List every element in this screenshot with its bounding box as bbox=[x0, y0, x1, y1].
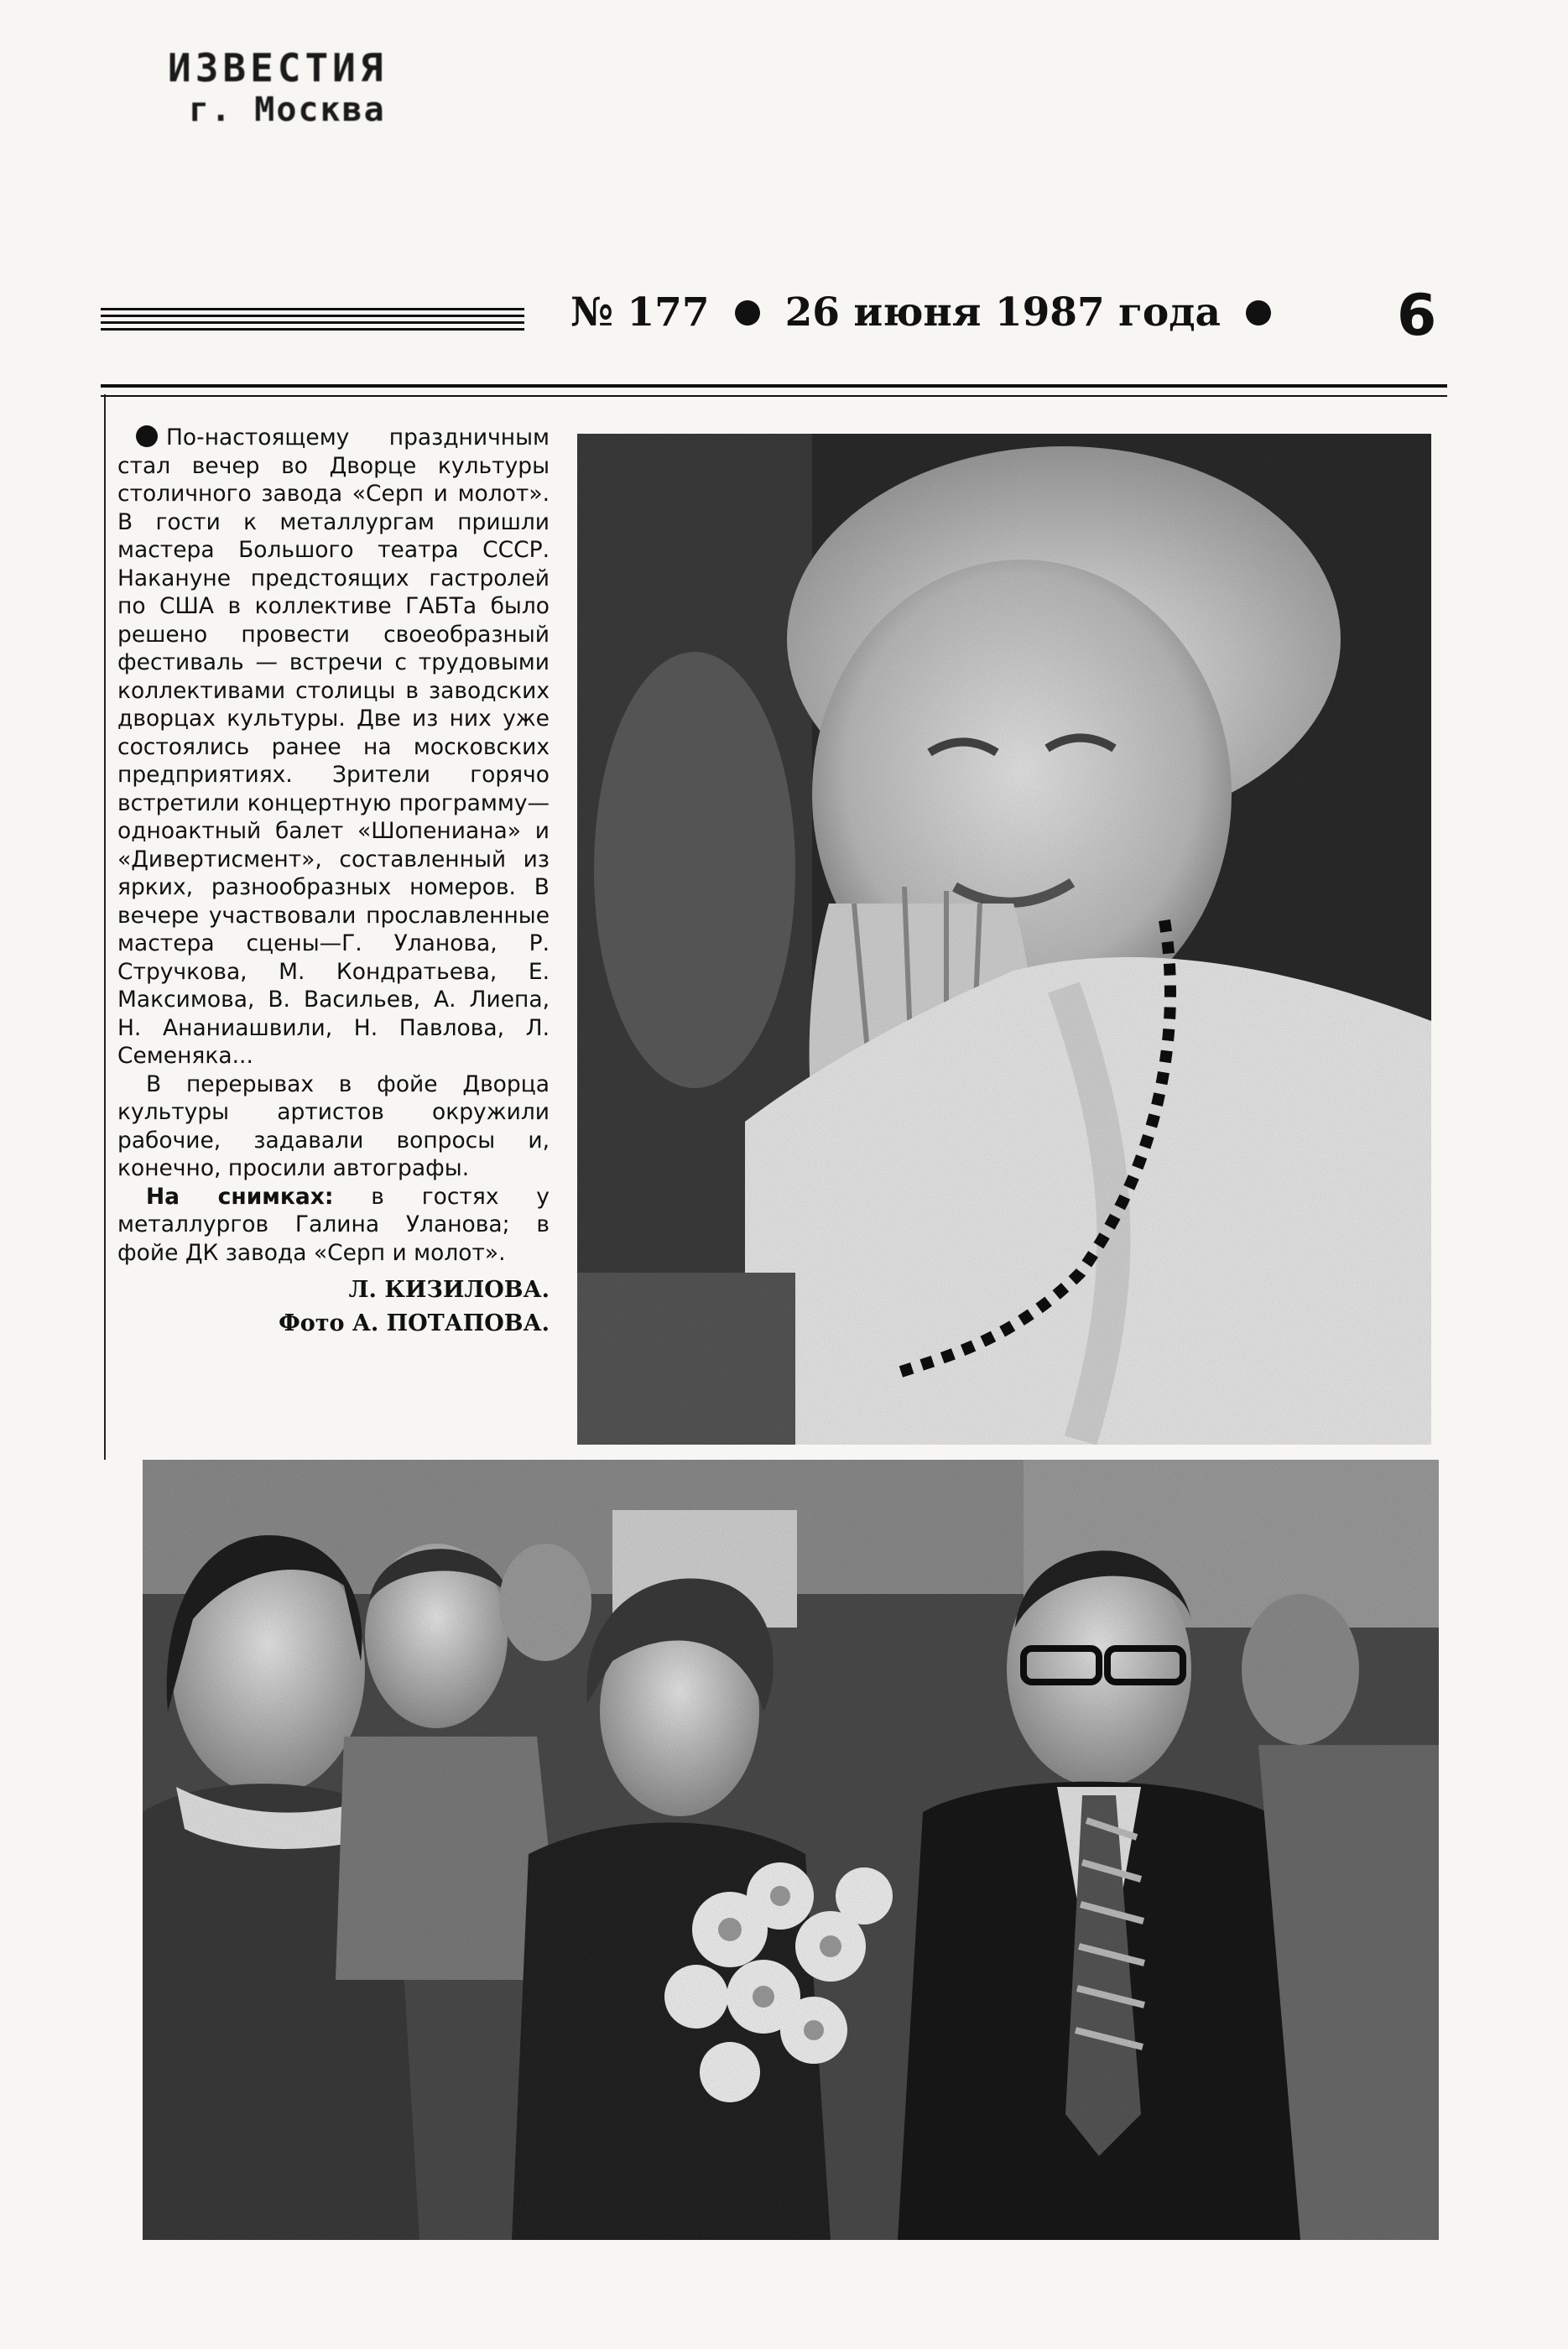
page-number: 6 bbox=[1397, 283, 1437, 349]
article-column bbox=[117, 424, 550, 1341]
stamp-city: г. Москва bbox=[189, 90, 386, 129]
issue-number: № 177 bbox=[570, 289, 710, 336]
hatched-rule bbox=[101, 308, 524, 333]
photo-captions bbox=[117, 1183, 550, 1268]
lead-paragraph-text: По-настоящему праздничным стал вечер во Дворце культуры столичного завода «Серп и молот». В гости к металлургам пришли мастера Большого театра СССР. Накануне предстоящих гастролей по США в коллективе ГАБТа было решено провести своеобразный фестиваль — встречи с трудовыми коллективами столицы в заводских дворцах культуры. Две из них уже состоялись ранее на московских предприятиях. Зрители горячо встретили концертную программу—одноактный балет «Шопениана» и «Дивертисмент», составленный из ярких, разнообразных номеров. В вечере участвовали прославленные мастера сцены—Г. Уланова, Р. Стручкова, М. Кондратьева, Е. Максимова, В. Васильев, А. Лиепа, Н. Ананиашвили, Н. Павлова, Л. Семеняка... bbox=[117, 424, 550, 1069]
bullet-dot bbox=[735, 300, 760, 326]
issue-line bbox=[570, 289, 1271, 336]
bullet-icon bbox=[136, 425, 158, 447]
photo-ulanova-portrait bbox=[577, 434, 1431, 1445]
masthead bbox=[101, 283, 1451, 357]
caption-text: в гостях у металлургов Галина Уланова; в фойе ДК завода «Серп и молот». bbox=[117, 1183, 550, 1266]
stamp-newspaper-name: ИЗВЕСТИЯ bbox=[168, 45, 388, 91]
lead-paragraph bbox=[117, 424, 550, 1070]
bullet-dot bbox=[1246, 300, 1271, 326]
caption-label: На снимках: bbox=[146, 1183, 334, 1210]
left-rule bbox=[104, 394, 106, 1460]
issue-date: 26 июня 1987 года bbox=[784, 289, 1221, 336]
group-photo-image bbox=[143, 1460, 1439, 2240]
second-paragraph: В перерывах в фойе Дворца культуры артистов окружили рабочие, задавали вопросы и, конечно, просили автографы. bbox=[117, 1070, 550, 1181]
newspaper-stamp bbox=[168, 46, 388, 129]
photographer-credit: Фото А. ПОТАПОВА. bbox=[279, 1310, 550, 1336]
top-rule bbox=[101, 384, 1447, 397]
portrait-photo-image bbox=[577, 434, 1431, 1445]
byline bbox=[117, 1273, 550, 1341]
author-name: Л. КИЗИЛОВА. bbox=[348, 1277, 550, 1303]
photo-foyer-group bbox=[143, 1460, 1439, 2240]
